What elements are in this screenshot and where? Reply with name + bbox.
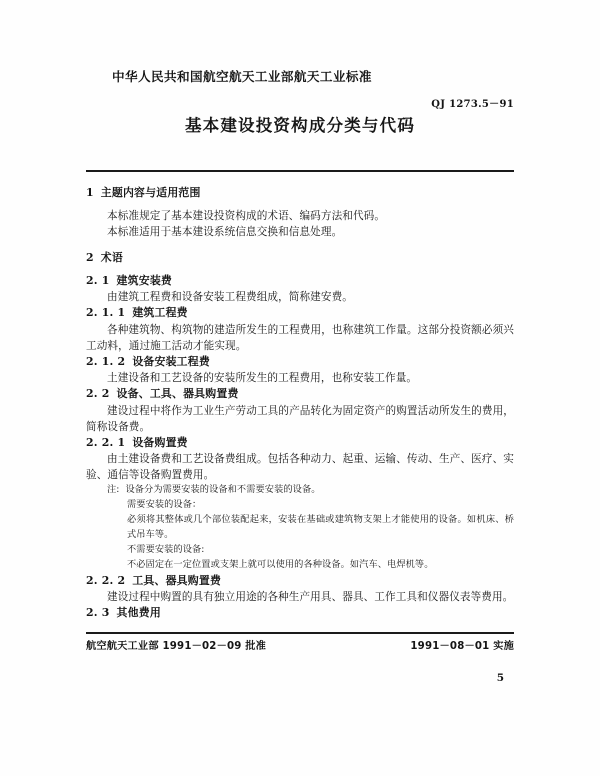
note-subtext-2: 不必固定在一定位置或支架上就可以使用的各种设备。如汽车、电焊机等。: [127, 558, 434, 570]
section-heading-2-1: [86, 273, 514, 289]
note-block: [86, 483, 514, 572]
note-subheading-2: 不需要安装的设备:: [127, 544, 205, 556]
paragraph-2-1-1: 由建筑工程费和设备安装工程费组成，简称建安费。: [107, 291, 353, 304]
paragraph-1-1: 本标准规定了基本建设投资构成的术语、编码方法和代码。: [107, 210, 386, 223]
section-number-2-1-2: 2. 1. 2: [86, 354, 126, 368]
section-title-2-2-2: 工具、器具购置费: [132, 573, 222, 587]
page-sheet: [86, 0, 514, 776]
section-title-2-2: 设备、工具、器具购置费: [116, 387, 239, 401]
page-number: 5: [496, 672, 504, 684]
section-number-1: 1: [86, 186, 94, 199]
section-number-2-3: 2. 3: [86, 606, 110, 620]
note-line: [86, 483, 514, 498]
section-heading-2-2: [86, 386, 514, 402]
spacer: [86, 241, 514, 250]
section-number-2-1: 2. 1: [86, 273, 110, 287]
section-heading-2-1-1: [86, 305, 514, 321]
paragraph-2-2-2-body: 建设过程中购置的具有独立用途的各种生产用具、器具、工作工具和仪器仪表等费用。: [107, 591, 514, 604]
section-title-2-1-2: 设备安装工程费: [132, 354, 210, 368]
section-number-2-1-1: 2. 1. 1: [86, 306, 126, 320]
footer-approval: 航空航天工业部 1991－02－09 批准: [86, 641, 267, 652]
paragraph-2-2-1-body: 由土建设备费和工艺设备费组成。包括各种动力、起重、运输、传动、生产、医疗、实验、通信等设备购置费用。: [86, 453, 514, 482]
section-heading-1: [86, 185, 514, 201]
document-body: [86, 185, 514, 622]
section-heading-2-1-2: [86, 354, 514, 370]
standard-number: QJ 1273.5－91: [431, 99, 514, 110]
footer-implementation: 1991－08－01 实施: [410, 641, 514, 652]
paragraph-2-2-body: 建设过程中将作为工业生产劳动工具的产品转化为固定资产的购置活动所发生的费用，简称设备费。: [86, 404, 514, 433]
page-title: 基本建设投资构成分类与代码: [184, 116, 416, 135]
section-title-2-3: 其他费用: [116, 606, 161, 620]
note-label: 注:: [107, 484, 120, 496]
section-heading-2: [86, 250, 514, 266]
note-text: 设备分为需要安装的设备和不需要安装的设备。: [125, 484, 321, 496]
section-title-2-1: 建筑安装费: [116, 273, 173, 287]
section-number-2-2: 2. 2: [86, 387, 110, 401]
paragraph-2-1-1-body: 各种建筑物、构筑物的建造所发生的工程费用，也称建筑工作量。这部分投资额必须兴工动料，通过施工活动才能实现。: [86, 323, 514, 352]
section-heading-2-2-1: [86, 435, 514, 451]
section-title-2-1-1: 建筑工程费: [132, 306, 188, 320]
section-number-2-2-2: 2. 2. 2: [86, 573, 126, 587]
header-divider: [86, 170, 514, 172]
section-title-2-2-1: 设备购置费: [132, 435, 188, 449]
note-subtext-1: 必须将其整体或几个部位装配起来，安装在基础或建筑物支架上才能使用的设备。如机床、桥式吊车等。: [127, 514, 514, 541]
issuing-organization: 中华人民共和国航空航天工业部航天工业标准: [112, 69, 372, 84]
paragraph-2-1-2-body: 土建设备和工艺设备的安装所发生的工程费用，也称安装工作量。: [107, 372, 418, 385]
section-heading-2-3: [86, 605, 514, 621]
section-title-2: 术语: [100, 250, 123, 264]
footer-divider: [86, 632, 514, 634]
section-title-1: 主题内容与适用范围: [100, 186, 201, 199]
paragraph-1-2: 本标准适用于基本建设系统信息交换和信息处理。: [107, 226, 343, 239]
note-subheading-1: 需要安装的设备：: [127, 499, 202, 511]
section-heading-2-2-2: [86, 573, 514, 589]
section-number-2-2-1: 2. 2. 1: [86, 435, 126, 449]
section-number-2: 2: [86, 250, 94, 264]
